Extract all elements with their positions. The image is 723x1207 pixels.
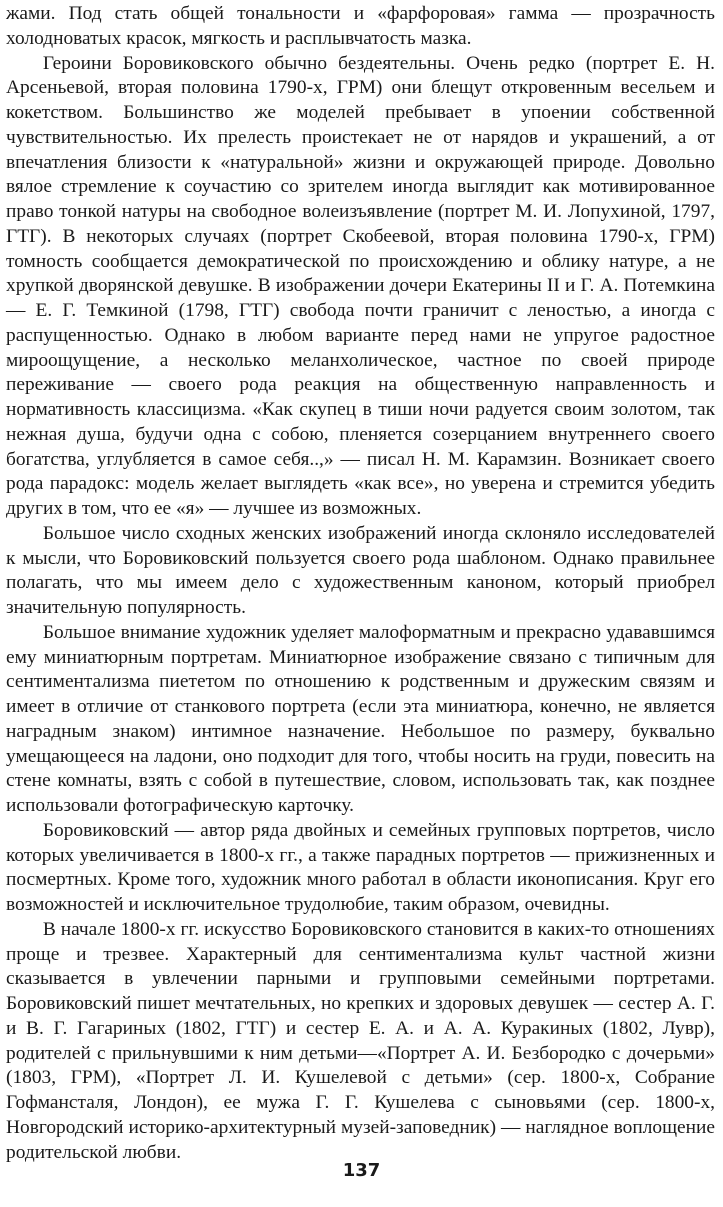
paragraph: Большое внимание художник уделяет малоформатным и прекрасно удававшимся ему миниатюрным портретам. Миниатюрное изображение связано с типичным для сентиментализма пиететом по отношению к родственным и дружеским связям и имеет в отличие от станкового портрета (если эта миниатюра, конечно, не является наградным знаком) интимное назначение. Небольшое по размеру, буквально умещающееся на ладони, оно подходит для того, чтобы носить на груди, повесить на стене комнаты, взять с собой в путешествие, словом, использовать так, как позднее использовали фотографическую карточку. bbox=[6, 621, 715, 816]
paragraph: Большое число сходных женских изображений иногда склоняло исследователей к мысли, что Боровиковский пользуется своего рода шаблоном. Однако правильнее полагать, что мы имеем дело с художественным каноном, который приобрел значительную популярность. bbox=[6, 522, 715, 618]
paragraph-continuation: жами. Под стать общей тональности и «фарфоровая» гамма — прозрачность холодноватых красок, мягкость и расплывчатость мазка. bbox=[6, 3, 715, 49]
paragraph: В начале 1800-х гг. искусство Боровиковского становится в каких-то отношениях проще и трезвее. Характерный для сентиментализма культ частной жизни сказывается в увлечении парными и групповыми семейными портретами. Боровиковский пишет мечтательных, но крепких и здоровых девушек — сестер А. Г. и В. Г. Гагариных (1802, ГТГ) и сестер Е. А. и А. А. Куракиных (1802, Лувр), родителей с прильнувшими к ним детьми—«Портрет А. И. Безбородко с дочерьми» (1803, ГРМ), «Портрет Л. И. Кушелевой с детьми» (сер. 1800-х, Собрание Гофмансталя, Лондон), ее мужа Г. Г. Кушелева с сыновьями (сер. 1800-х, Новгородский историко-архитектурный музей-заповедник) — наглядное воплощение родительской любви. bbox=[6, 918, 715, 1163]
paragraph: Боровиковский — автор ряда двойных и семейных групповых портретов, число которых увеличивается в 1800-х гг., а также парадных портретов — прижизненных и посмертных. Кроме того, художник много работал в области иконописания. Круг его возможностей и исключительное трудолюбие, таким образом, очевидны. bbox=[6, 819, 715, 915]
paragraph: Героини Боровиковского обычно бездеятельны. Очень редко (портрет Е. Н. Арсеньевой, вторая половина 1790-х, ГРМ) они блещут откровенным весельем и кокетством. Большинство же моделей пребывает в упоении собственной чувствительностью. Их прелесть проистекает не от нарядов и украшений, а от впечатления близости к «натуральной» жизни и окружающей природе. Довольно вялое стремление к соучастию со зрителем иногда выглядит как мотивированное право тонкой натуры на свободное волеизъявление (портрет М. И. Лопухиной, 1797, ГТГ). В некоторых случаях (портрет Скобеевой, вторая половина 1790-х, ГРМ) томность сообщается демократической по происхождению и облику натуре, а не хрупкой дворянской девушке. В изображении дочери Екатерины II и Г. А. Потемкина — Е. Г. Темкиной (1798, ГТГ) свобода почти граничит с леностью, а иногда с распущенностью. Однако в любом варианте перед нами не упругое радостное мироощущение, а несколько меланхолическое, частное по своей природе переживание — своего рода реакция на общественную направленность и нормативность классицизма. «Как скупец в тиши ночи радуется своим золотом, так нежная душа, будучи одна с собою, пленяется созерцанием внутреннего своего богатства, углубляется в самое себя..,» — писал Н. М. Карамзин. Возникает своего рода парадокс: модель желает выглядеть «как все», но уверена и стремится убедить других в том, что ее «я» — лучшее из возможных. bbox=[6, 52, 715, 519]
page-number: 137 bbox=[342, 1160, 381, 1181]
body-text bbox=[6, 2, 715, 1165]
